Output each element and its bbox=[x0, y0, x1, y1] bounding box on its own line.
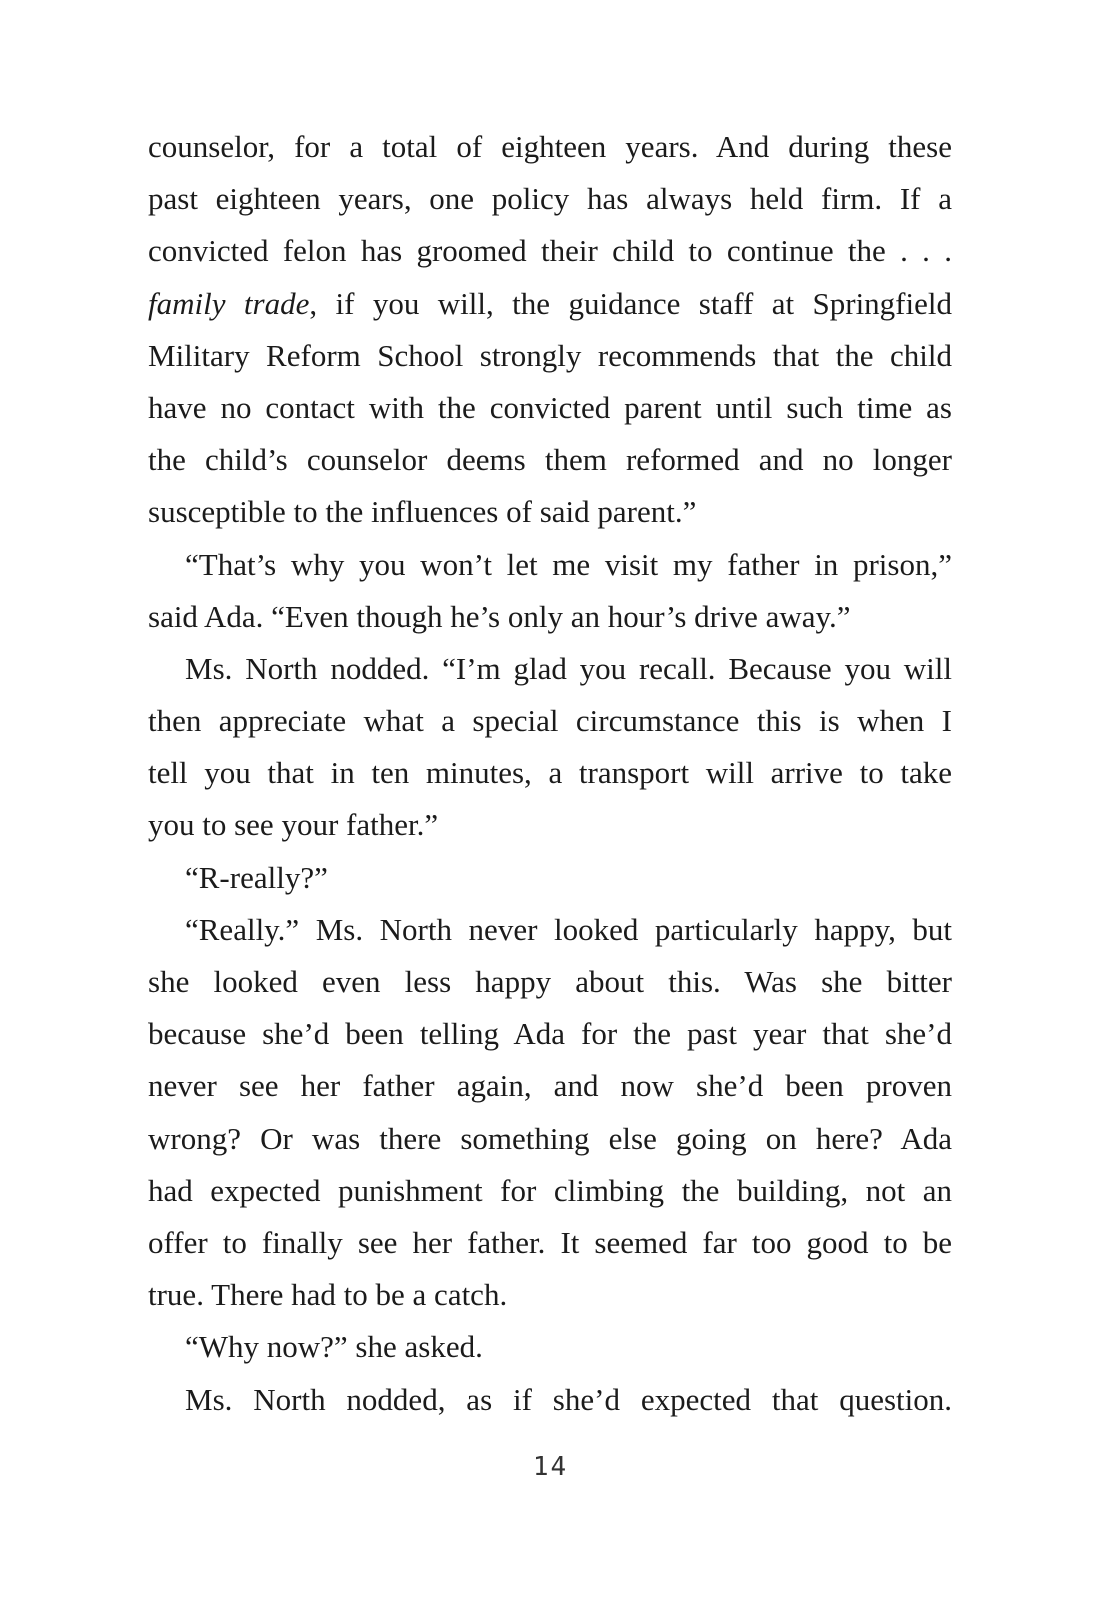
text-line-7: the child’s counselor deems them reformed and no longer bbox=[148, 442, 952, 478]
text-line-11: Ms. North nodded. “I’m glad you recall. Because you will bbox=[185, 650, 952, 686]
text-line-4-rest: , if you will, the guidance staff at Springfield bbox=[309, 285, 952, 321]
text-line-12: then appreciate what a special circumstance this is when I bbox=[148, 703, 952, 739]
text-line-25: Ms. North nodded, as if she’d expected that question. bbox=[185, 1381, 952, 1417]
text-line-20: wrong? Or was there something else going on here? Ada bbox=[148, 1120, 952, 1156]
text-line-9: “That’s why you won’t let me visit my father in prison,” bbox=[185, 546, 952, 582]
text-line-15: “R-really?” bbox=[185, 859, 328, 895]
italic-phrase: family trade bbox=[148, 285, 310, 321]
text-line-16: “Really.” Ms. North never looked particularly happy, but bbox=[185, 911, 952, 947]
text-line-21: had expected punishment for climbing the building, not an bbox=[148, 1172, 952, 1208]
text-line-3: convicted felon has groomed their child to continue the . . . bbox=[148, 233, 952, 269]
text-line-14: you to see your father.” bbox=[148, 807, 439, 843]
body-text bbox=[148, 121, 952, 1426]
text-line-19: never see her father again, and now she’d been proven bbox=[148, 1068, 952, 1104]
text-line-2: past eighteen years, one policy has always held firm. If a bbox=[148, 181, 952, 217]
text-line-10: said Ada. “Even though he’s only an hour’s drive away.” bbox=[148, 598, 851, 634]
text-line-6: have no contact with the convicted parent until such time as bbox=[148, 389, 952, 425]
text-line-8: susceptible to the influences of said parent.” bbox=[148, 494, 697, 530]
text-line-18: because she’d been telling Ada for the past year that she’d bbox=[148, 1016, 952, 1052]
text-line-5: Military Reform School strongly recommends that the child bbox=[148, 337, 952, 373]
text-line-22: offer to finally see her father. It seemed far too good to be bbox=[148, 1224, 952, 1260]
text-line-4 bbox=[148, 278, 952, 330]
text-line-13: tell you that in ten minutes, a transport will arrive to take bbox=[148, 755, 952, 791]
text-line-1: counselor, for a total of eighteen years. And during these bbox=[148, 129, 952, 164]
text-line-24: “Why now?” she asked. bbox=[185, 1329, 483, 1365]
text-line-17: she looked even less happy about this. Was she bitter bbox=[148, 964, 952, 999]
page-number: 14 bbox=[532, 1452, 569, 1482]
text-line-23: true. There had to be a catch. bbox=[148, 1277, 508, 1313]
